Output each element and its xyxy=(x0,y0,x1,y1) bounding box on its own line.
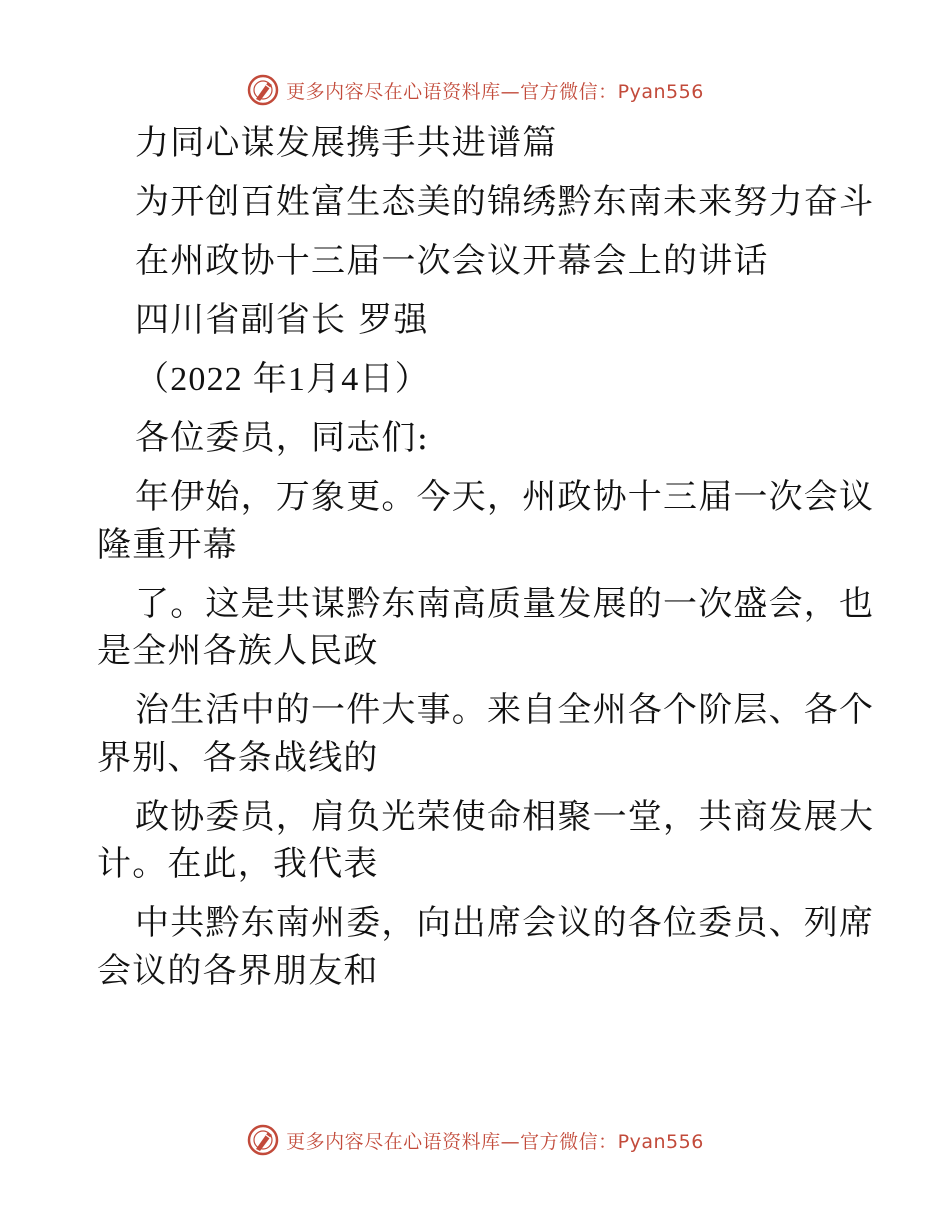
header-watermark-text: 更多内容尽在心语资料库—官方微信：Pyan556 xyxy=(286,80,704,103)
paragraph-line: 了。这是共谋黔东南高质量发展的一次盛会，也 xyxy=(135,583,875,624)
document-title-line-2: 为开创百姓富生态美的锦绣黔东南未来努力奋斗 xyxy=(135,182,875,222)
footer-watermark xyxy=(0,1120,950,1160)
paragraph-line: 会议的各界朋友和 xyxy=(97,950,379,991)
paragraph-line: 隆重开幕 xyxy=(97,524,238,565)
document-subtitle: 在州政协十三届一次会议开幕会上的讲话 xyxy=(135,241,769,281)
footer-watermark-text: 更多内容尽在心语资料库—官方微信：Pyan556 xyxy=(286,1130,704,1153)
paragraph-line: 是全州各族人民政 xyxy=(97,631,379,671)
document-title-line-1: 力同心谋发展携手共进谱篇 xyxy=(135,123,558,163)
pen-nib-seal-icon xyxy=(246,73,280,107)
paragraph-line: 治生活中的一件大事。来自全州各个阶层、各个 xyxy=(135,690,875,730)
document-date: （2022 年1月4日） xyxy=(135,361,430,398)
document-author: 四川省副省长 罗强 xyxy=(135,300,429,340)
paragraph-line: 政协委员，肩负光荣使命相聚一堂，共商发展大 xyxy=(135,796,875,837)
salutation: 各位委员，同志们: xyxy=(135,418,430,458)
paragraph-line: 界别、各条战线的 xyxy=(97,737,379,778)
document-body xyxy=(97,122,875,1009)
paragraph-line: 年伊始，万象更。今天，州政协十三届一次会议 xyxy=(135,477,875,517)
paragraph-line: 中共黔东南州委，向出席会议的各位委员、列席 xyxy=(135,903,875,943)
paragraph-line: 计。在此，我代表 xyxy=(97,844,379,884)
header-watermark xyxy=(0,70,950,110)
pen-nib-seal-icon xyxy=(246,1123,280,1157)
